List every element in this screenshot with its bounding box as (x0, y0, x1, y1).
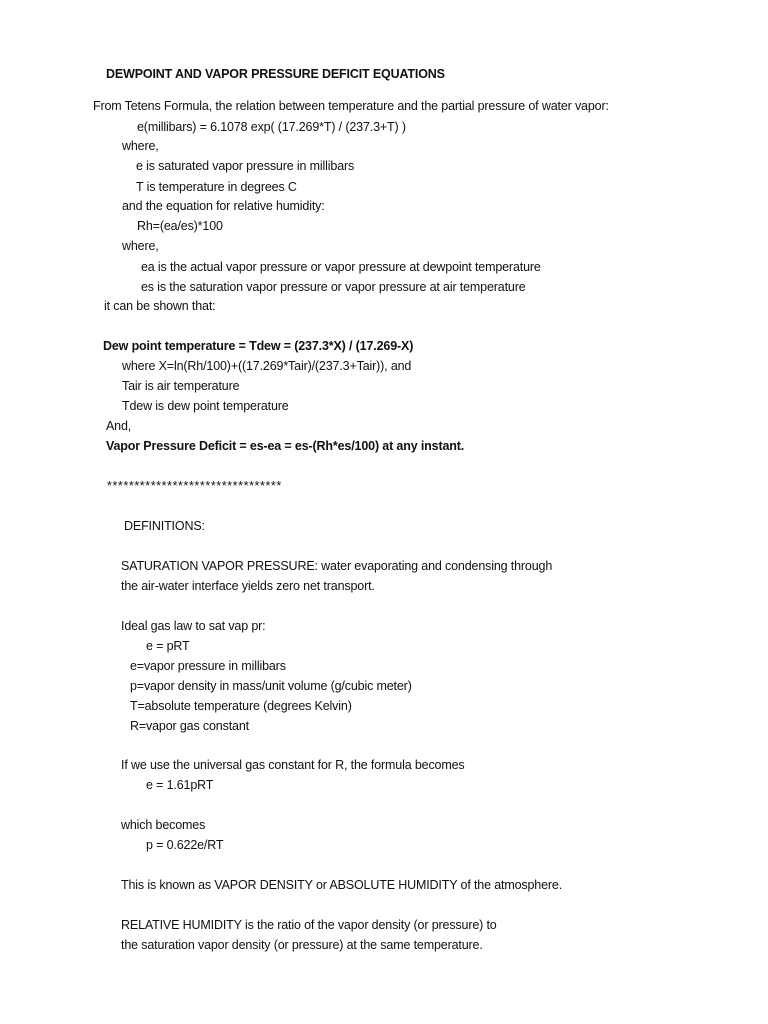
svp-line-1: SATURATION VAPOR PRESSURE: water evaporating and condensing through (121, 559, 553, 573)
vpd-label: Vapor Pressure Deficit = es-ea = es- (106, 439, 313, 453)
rh-line-1: RELATIVE HUMIDITY is the ratio of the vapor density (or pressure) to (121, 918, 497, 932)
r-definition: R=vapor gas constant (130, 719, 249, 733)
dewpoint-formula: (237.3*X) / (17.269-X) (294, 339, 414, 353)
svp-line-2: the air-water interface yields zero net transport. (121, 579, 375, 593)
where-label: where, (122, 139, 159, 153)
vpd-equation (106, 438, 464, 454)
e-prt-formula: e = pRT (146, 639, 190, 653)
tetens-formula: e(millibars) = 6.1078 exp( (17.269*T) / (237.3+T) ) (137, 120, 406, 134)
ideal-gas-line: Ideal gas law to sat vap pr: (121, 619, 266, 633)
vpd-suffix: at any instant. (378, 439, 465, 453)
tetens-intro: From Tetens Formula, the relation between temperature and the partial pressure of water vapor: (93, 99, 609, 113)
rh-formula: Rh=(ea/es)*100 (137, 219, 223, 233)
e-definition: e=vapor pressure in millibars (130, 659, 286, 673)
vapor-density-line: This is known as VAPOR DENSITY or ABSOLUTE HUMIDITY of the atmosphere. (121, 878, 563, 892)
separator: ******************************** (107, 479, 282, 493)
dewpoint-equation (103, 338, 413, 354)
t-definition: T is temperature in degrees C (136, 180, 297, 194)
definitions-heading: DEFINITIONS: (124, 519, 205, 533)
page-title: DEWPOINT AND VAPOR PRESSURE DEFICIT EQUATIONS (106, 67, 445, 81)
vpd-formula: (Rh*es/100) (312, 439, 379, 453)
universal-gas-line: If we use the universal gas constant for R, the formula becomes (121, 758, 465, 772)
t-definition: T=absolute temperature (degrees Kelvin) (130, 699, 352, 713)
ea-definition: ea is the actual vapor pressure or vapor pressure at dewpoint temperature (141, 260, 541, 274)
e-definition: e is saturated vapor pressure in millibars (136, 159, 355, 173)
rh-intro: and the equation for relative humidity: (122, 199, 325, 213)
where-label: where, (122, 239, 159, 253)
dewpoint-label: Dew point temperature = Tdew = (103, 339, 295, 353)
tair-definition: Tair is air temperature (122, 379, 240, 393)
tdew-definition: Tdew is dew point temperature (122, 399, 289, 413)
es-definition: es is the saturation vapor pressure or vapor pressure at air temperature (141, 280, 526, 294)
rh-line-2: the saturation vapor density (or pressure) at the same temperature. (121, 938, 483, 952)
p-0622-formula: p = 0.622e/RT (146, 838, 224, 852)
p-definition: p=vapor density in mass/unit volume (g/cubic meter) (130, 679, 412, 693)
and-label: And, (106, 419, 132, 433)
e-161-formula: e = 1.61pRT (146, 778, 214, 792)
which-becomes-line: which becomes (121, 818, 206, 832)
x-definition: where X=ln(Rh/100)+((17.269*Tair)/(237.3+Tair)), and (122, 359, 412, 373)
shown-line: it can be shown that: (104, 299, 216, 313)
